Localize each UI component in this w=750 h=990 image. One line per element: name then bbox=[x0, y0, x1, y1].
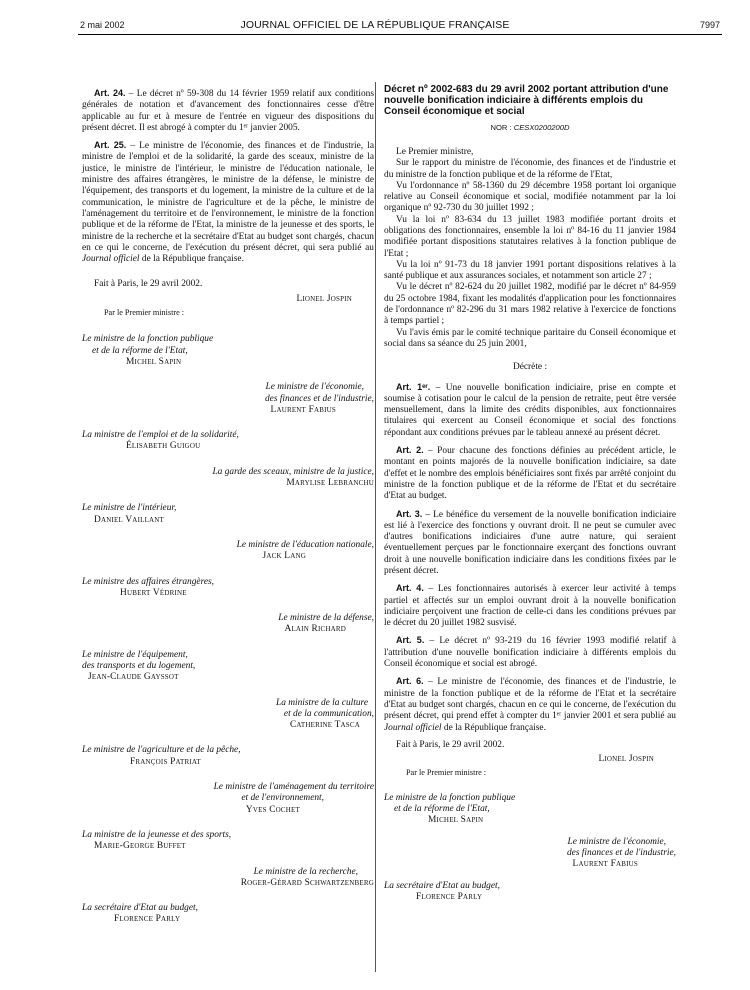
signatory-role: et de la réforme de l'Etat, bbox=[394, 804, 490, 815]
signatory bbox=[82, 650, 374, 684]
nor-label: NOR : bbox=[490, 122, 514, 132]
signatory-role: des finances et de l'industrie, bbox=[264, 393, 374, 404]
signatory-role: La garde des sceaux, ministre de la justice, bbox=[212, 466, 374, 477]
signatory-role: Le ministre de la recherche, bbox=[253, 866, 358, 877]
signatory-name: Alain Richard bbox=[284, 624, 346, 635]
signatory-name: Catherine Tasca bbox=[289, 720, 360, 731]
signatory bbox=[82, 830, 374, 853]
signatory-role: Le ministre de l'aménagement du territoire bbox=[213, 782, 374, 793]
signatory-role: Le ministre de la défense, bbox=[278, 613, 374, 624]
visa: Sur le rapport du ministre de l'économie, des finances et de l'industrie et du ministre de la fonction publique et de la réforme de l'Etat, bbox=[384, 158, 676, 180]
article-text: – Le décret nº 93-219 du 16 février 1993 modifié relatif à l'attribution d'une nouvelle bonification indiciaire à différents emplois du Conseil économique et social est abrogé. bbox=[384, 636, 676, 670]
signatory bbox=[82, 782, 374, 816]
visa: Vu l'avis émis par le comité technique paritaire du Conseil économique et social dans sa séance du 25 juin 2001, bbox=[384, 327, 676, 349]
signatory-name: Jack Lang bbox=[262, 551, 306, 562]
signatory-name: Hubert Védrine bbox=[120, 587, 187, 598]
left-column bbox=[82, 88, 374, 926]
article-4 bbox=[384, 583, 676, 629]
signatory-role: et de la réforme de l'Etat, bbox=[92, 345, 188, 356]
signatory-role: La ministre de la culture bbox=[275, 697, 368, 708]
signatory bbox=[82, 698, 374, 732]
article-text-end: de la République française. bbox=[441, 722, 546, 733]
article-25 bbox=[82, 140, 374, 265]
signatory-role: Le ministre de l'équipement, bbox=[82, 649, 188, 660]
nor-reference bbox=[384, 122, 676, 133]
signatory-role: des transports et du logement, bbox=[82, 660, 196, 671]
signatory bbox=[384, 881, 676, 904]
signatory-name: Élisabeth Guigou bbox=[126, 441, 201, 452]
header-page-number: 7997 bbox=[699, 20, 720, 30]
signatory-role: La ministre de la jeunesse et des sports, bbox=[82, 829, 232, 840]
article-label: Art. 6. bbox=[396, 676, 424, 687]
article-label: Art. 1ᵉʳ. bbox=[396, 381, 431, 392]
header-date: 2 mai 2002 bbox=[80, 20, 125, 30]
signatory-role: et de la communication, bbox=[283, 708, 374, 719]
signatory-name: Laurent Fabius bbox=[572, 859, 638, 870]
article-text: – Une nouvelle bonification indiciaire, prise en compte et soumise à cotisation pour le calcul de la pension de retraite, peut être versée mensuellement, dans la limite des crédits disponibles, aux fonctionnaires titulaires qui exercent au Conseil économique et social des fonctions répondant aux conditions prévues par le tableau annexé au présent décret. bbox=[384, 382, 676, 438]
signatory-name: Michel Sapin bbox=[126, 356, 182, 367]
article-text: – Le décret nº 59-308 du 14 février 1959 relatif aux conditions générales de notation et d'avancement des fonctionnaires cesse d'être applicable au fur et à mesure de l'entrée en vigueur des dispositions du présent décret. Il est abrogé à compter du 1ᵉʳ janvier 2005. bbox=[82, 89, 374, 133]
signatory-name: Michel Sapin bbox=[428, 815, 484, 826]
decree-title: Décret nº 2002-683 du 29 avril 2002 portant attribution d'une nouvelle bonification indiciaire à différents emplois du Conseil économique et social bbox=[384, 84, 669, 118]
signatory bbox=[82, 867, 374, 890]
signatory-role: des finances et de l'industrie, bbox=[566, 847, 676, 858]
pm-signature: Lionel Jospin bbox=[598, 754, 654, 765]
signatory-name: Florence Parly bbox=[114, 914, 181, 925]
article-5 bbox=[384, 635, 676, 670]
signatory bbox=[82, 745, 374, 768]
article-label: Art. 25. bbox=[94, 140, 127, 151]
signatory-role: La ministre de l'emploi et de la solidarité, bbox=[82, 430, 239, 441]
signatory-name: Roger-Gérard Schwartzenberg bbox=[240, 877, 374, 888]
article-text: – Les fonctionnaires autorisés à exercer leur activité à temps partiel et affectés sur un emploi ouvrant droit à la nouvelle bonification indiciaire perçoivent une fraction de celle-ci dans les conditions prévues par le décret du 20 juillet 1982 susvisé. bbox=[384, 584, 676, 629]
signatures-right bbox=[384, 740, 676, 903]
premier-ministre: Le Premier ministre, bbox=[396, 146, 474, 157]
signatory bbox=[384, 837, 676, 871]
signatory-role: et de l'environnement, bbox=[241, 793, 324, 804]
signatory-role: Le ministre de l'économie, bbox=[567, 836, 666, 847]
visa: Vu la loi nº 83-634 du 13 juillet 1983 modifiée portant droits et obligations des fonctionnaires, ensemble la loi nº 84-16 du 11 janvier 1984 modifiée portant dispositions statutaires relatives à la fonction publique de l'Etat ; bbox=[384, 214, 676, 259]
journal-officiel-ref: Journal officiel bbox=[384, 722, 442, 733]
article-text-end: de la République française. bbox=[139, 254, 244, 265]
article-label: Art. 3. bbox=[396, 508, 423, 519]
signatory bbox=[82, 430, 374, 453]
journal-officiel-ref: Journal officiel bbox=[82, 254, 140, 265]
article-label: Art. 2. bbox=[396, 445, 424, 456]
signatory-role: Le ministre de l'économie, bbox=[265, 382, 364, 393]
signatory bbox=[82, 577, 374, 600]
fait-a-paris: Fait à Paris, le 29 avril 2002. bbox=[396, 739, 505, 750]
signatory bbox=[82, 382, 374, 416]
article-text: – Le ministre de l'économie, des finances et de l'industrie, le ministre de la fonction publique et de la réforme de l'Etat et la secrétaire d'Etat au budget sont chargés, chacun en ce qui le concerne, de l'exécution du présent décret, qui prend effet à compter du 1ᵉʳ janvier 2001 et sera publié au bbox=[384, 677, 676, 722]
nor-code: CESX0200200D bbox=[513, 122, 570, 132]
article-text: – Pour chacune des fonctions définies au précédent article, le montant en points majorés de la nouvelle bonification indiciaire, sa date d'effet et le nombre des emplois bénéficiaires sont fixés par arrêté conjoint du ministre de la fonction publique et de la réforme de l'Etat et du secrétaire d'Etat au budget. bbox=[384, 446, 676, 502]
par-premier-ministre: Par le Premier ministre : bbox=[104, 308, 185, 318]
signatory-role: Le ministre des affaires étrangères, bbox=[82, 576, 215, 587]
signatory-role: Le ministre de l'intérieur, bbox=[82, 503, 177, 514]
signatory-name: Florence Parly bbox=[416, 891, 483, 902]
signatory bbox=[384, 793, 676, 827]
column-divider bbox=[375, 82, 376, 972]
visa: Vu le décret nº 82-624 du 20 juillet 1982, modifié par le décret nº 84-959 du 25 octobre 1984, fixant les modalités d'application pour les fonctionnaires de l'ordonnance nº 82-296 du 31 mars 1982 relative à l'exercice de fonctions à temps partiel ; bbox=[384, 282, 676, 327]
article-text: – Le bénéfice du versement de la nouvelle bonification indiciaire est lié à l'exercice des fonctions y ouvrant droit. Il ne peut se cumuler avec d'autres bonifications indiciaires d'une autre nature, qui seraient éventuellement perçues par le fonctionnaire exerçant des fonctions ouvrant droit à une nouvelle bonification indiciaire dans les conditions fixées par le présent décret. bbox=[384, 509, 676, 576]
signatory bbox=[82, 903, 374, 926]
signatory bbox=[82, 503, 374, 526]
signatory-role: Le ministre de la fonction publique bbox=[384, 792, 516, 803]
signatory-name: Jean-Claude Gayssot bbox=[88, 672, 179, 683]
signatures-left bbox=[82, 279, 374, 925]
par-premier-ministre: Par le Premier ministre : bbox=[406, 768, 487, 778]
signatory-name: Yves Cochet bbox=[245, 804, 300, 815]
signatory-role: Le ministre de l'éducation nationale, bbox=[236, 539, 374, 550]
article-label: Art. 5. bbox=[396, 635, 425, 646]
article-6 bbox=[384, 676, 676, 733]
article-3 bbox=[384, 509, 676, 578]
right-column bbox=[384, 84, 676, 903]
article-label: Art. 4. bbox=[396, 583, 424, 594]
signatory-name: Daniel Vaillant bbox=[94, 514, 165, 525]
article-1 bbox=[384, 382, 676, 439]
article-label: Art. 24. bbox=[94, 88, 126, 98]
visa: Vu l'ordonnance nº 58-1360 du 29 décembre 1958 portant loi organique relative au Conseil économique et social, modifiée notamment par la loi organique nº 92-730 du 30 juillet 1992 ; bbox=[384, 180, 676, 214]
page-header bbox=[0, 0, 750, 36]
signatory bbox=[82, 540, 374, 563]
signatory-role: Le ministre de la fonction publique bbox=[82, 334, 214, 345]
signatory-name: Marie-George Buffet bbox=[94, 841, 186, 852]
signatory-role: Le ministre de l'agriculture et de la pêche, bbox=[82, 745, 241, 756]
signatory-name: François Patriat bbox=[130, 756, 201, 767]
signatory-name: Laurent Fabius bbox=[270, 404, 336, 415]
signatory bbox=[82, 467, 374, 490]
article-24 bbox=[82, 88, 374, 134]
signatory-name: Marylise Lebranchu bbox=[286, 478, 374, 489]
fait-a-paris: Fait à Paris, le 29 avril 2002. bbox=[94, 279, 203, 290]
signatory bbox=[82, 613, 374, 636]
visa: Vu la loi nº 91-73 du 18 janvier 1991 portant dispositions relatives à la santé publique et aux assurances sociales, et notamment son article 27 ; bbox=[384, 259, 676, 282]
signatory bbox=[82, 334, 374, 368]
header-rule bbox=[78, 34, 722, 35]
article-text: – Le ministre de l'économie, des finances et de l'industrie, la ministre de l'emploi et de la solidarité, la garde des sceaux, ministre de la justice, le ministre de l'intérieur, le ministre de l'éducation nationale, le ministre des affaires étrangères, le ministre de la défense, le ministre de l'équipement, des transports et du logement, la ministre de la culture et de la communication, le ministre de l'agriculture et de la pêche, le ministre de l'aménagement du territoire et de l'environnement, le ministre de la fonction publique et de la réforme de l'Etat, la ministre de la jeunesse et des sports, le ministre de la recherche et la secrétaire d'Etat au budget sont chargés, chacun en ce qui le concerne, de l'exécution du présent décret, qui sera publié au bbox=[82, 141, 374, 253]
header-title: JOURNAL OFFICIEL DE LA RÉPUBLIQUE FRANÇAISE bbox=[240, 19, 510, 31]
signatory-role: La secrétaire d'Etat au budget, bbox=[384, 880, 500, 891]
decrete-heading: Décrète : bbox=[512, 362, 548, 373]
signatory-role: La secrétaire d'Etat au budget, bbox=[82, 903, 198, 914]
article-2 bbox=[384, 445, 676, 502]
pm-signature: Lionel Jospin bbox=[296, 293, 352, 304]
